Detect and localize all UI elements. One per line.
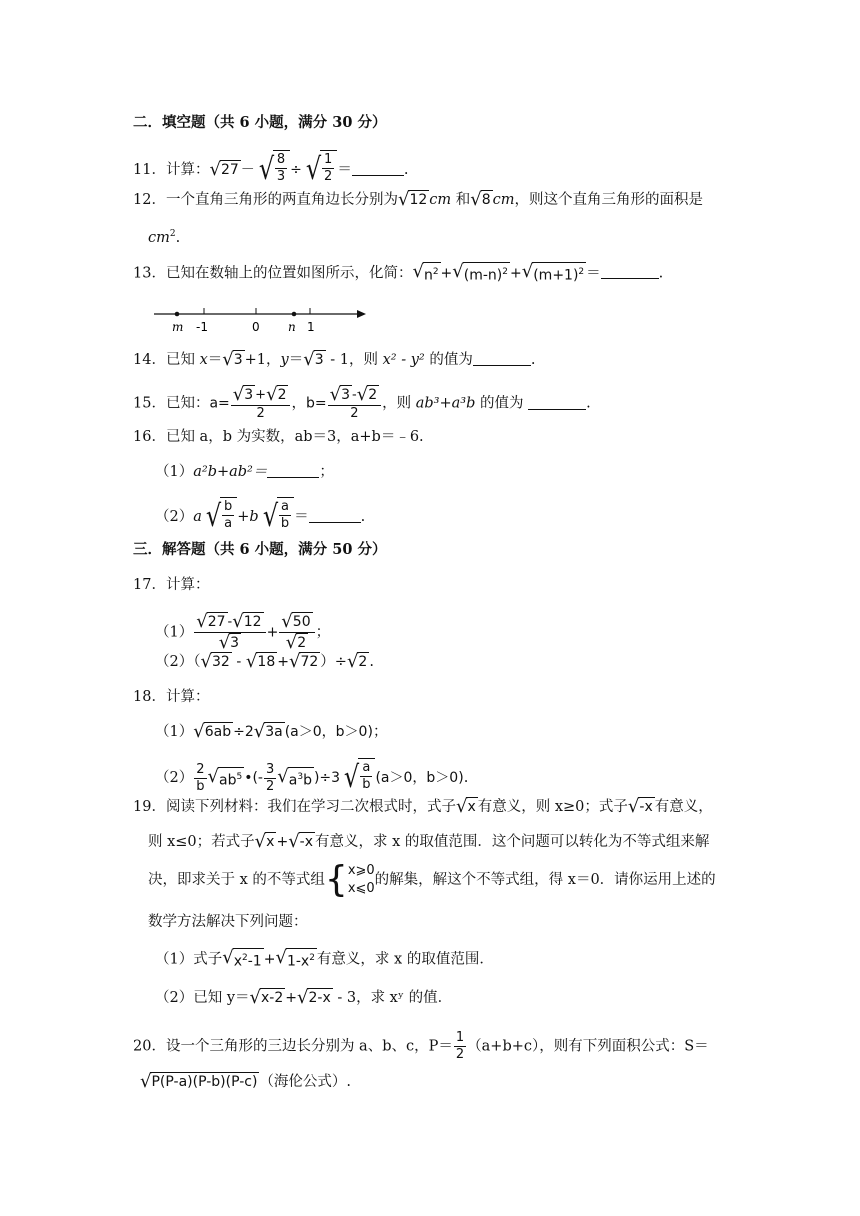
q19-p2-radical-2: √ 2-x: [297, 987, 331, 1008]
q16-p2-radical-1: √ $\frac{b}{a}$: [202, 497, 237, 537]
q13-radical-2: √ $(m-n)^2$: [452, 261, 508, 284]
q16-p2-radical-2: √ $\frac{a}{b}$: [259, 497, 294, 537]
q17-number: 17．: [133, 577, 166, 593]
question-20-line-2: [140, 1072, 351, 1092]
q17-text: 计算：: [165, 577, 210, 593]
q12-text2: ，则这个直角三角形的面积是: [514, 192, 704, 208]
q13-eq: ＝: [586, 265, 601, 282]
number-line-arrow: [357, 310, 366, 318]
q16-p1-expr: a²b+ab²＝: [193, 464, 268, 480]
q19-p1-radical-2: √ $1-x^2$: [275, 947, 315, 970]
q19-l1-radical-2: √ -x: [627, 796, 653, 817]
q13-end: .: [658, 265, 664, 282]
q12-line2-unit: cm: [148, 229, 170, 246]
q20-text3: （海伦公式）.: [259, 1074, 352, 1090]
q14-text2: 的值为: [424, 352, 473, 368]
q11-op1: －: [240, 162, 255, 178]
q12-line2-sup: 2: [169, 229, 176, 239]
q13-plus2: +: [510, 265, 522, 282]
q17-p1-end: ；: [315, 624, 331, 641]
q11-op2: ÷: [290, 162, 302, 178]
q16-p2-a: a: [193, 509, 202, 525]
q17-p2-open: （: [193, 654, 201, 670]
point-n: [292, 312, 297, 317]
question-12: [133, 190, 703, 210]
q14-expr: x² - y²: [382, 352, 425, 368]
question-14: [133, 350, 535, 370]
question-19-line-1: [133, 797, 713, 817]
question-19-part-1: [155, 948, 494, 971]
q15-answer-blank: [528, 395, 586, 410]
question-13: [133, 262, 663, 285]
q16-p2-plus: +b: [237, 509, 259, 525]
q19-l2a: 则 x≤0；若式子: [148, 834, 255, 850]
q15-expr: ab³+a³b: [415, 395, 476, 412]
q18-number: 18．: [133, 689, 166, 705]
q20-fraction: $\frac{1}{2}$: [455, 1030, 465, 1062]
question-19-line-2: [148, 832, 709, 852]
q17-p1-label: （1）: [155, 624, 194, 641]
q19-l2-radical-2: √ -x: [288, 831, 314, 852]
q18-p2-condition: (a＞0，b＞0): [375, 770, 464, 786]
q14-text1: 已知: [165, 352, 200, 368]
question-18-part-1: [155, 722, 387, 742]
q15-end: .: [586, 395, 591, 412]
q12-line2-end: .: [175, 229, 181, 246]
q16-p1-end: ；: [319, 464, 334, 480]
q15-b-fraction: √ 3 - √ 2 2: [328, 385, 382, 422]
label-n: n: [288, 320, 296, 334]
q15-b: b=: [305, 395, 327, 412]
q18-p2-radical-3: √ $\frac{a}{b}$: [340, 758, 375, 798]
question-17: [133, 575, 209, 595]
q17-p2-radical-1: √ 32: [200, 651, 230, 672]
q11-number: 11．: [133, 162, 166, 178]
question-18-part-2: [155, 758, 468, 798]
q13-number: 13．: [133, 265, 166, 282]
q17-p2-op2: +: [277, 654, 289, 670]
q19-inequality-system: x⩾0 x⩽0: [347, 863, 375, 896]
q17-p2-radical-4: √ 2: [346, 651, 368, 672]
q17-p2-radical-3: √ 72: [288, 651, 319, 672]
q19-number: 19．: [133, 799, 166, 815]
section-3-title: 三．解答题（共 6 小题，满分 50 分）: [133, 541, 387, 558]
q17-p1-fraction-2: √ 50 √ 2: [279, 612, 314, 653]
question-16-part-2: [155, 497, 365, 537]
q17-p2-close: ）÷: [320, 654, 347, 670]
q17-p1-plus: +: [266, 624, 279, 641]
q13-text: 已知在数轴上的位置如图所示，化简：: [165, 265, 413, 282]
q15-text1: 已知：: [165, 395, 210, 412]
q11-radical-3: √ $\frac{1}{2}$: [302, 150, 337, 190]
q11-eq: ＝: [337, 162, 352, 178]
q11-answer-blank: [352, 161, 404, 176]
question-20: [133, 1030, 709, 1063]
q12-unit2: cm: [492, 192, 515, 208]
q16-p2-eq: ＝: [294, 509, 309, 525]
q11-end: .: [403, 162, 409, 178]
q18-p1-radical-2: √ 3a: [253, 721, 283, 742]
question-17-part-2: [155, 652, 374, 672]
q18-p2-dot: •(-: [244, 770, 263, 786]
question-17-part-1: [155, 612, 330, 653]
q20-heron-radical: √ P(P-a)(P-b)(P-c): [140, 1071, 258, 1092]
q12-and: 和: [451, 192, 471, 208]
q18-p2-fraction-2: $\frac{3}{2}$: [265, 761, 275, 794]
number-line-figure: [150, 304, 380, 336]
q19-p1-radical-1: √ $x^2-1$: [222, 947, 262, 970]
q17-p1-fraction-1: √ 27 - √ 12 √ 3: [194, 612, 265, 653]
q16-number: 16．: [133, 429, 166, 445]
q16-p2-end: .: [360, 509, 366, 525]
q14-eq1: ＝: [207, 352, 223, 368]
q19-p2-text: - 3，求 xʸ 的值．: [332, 990, 453, 1006]
q16-p1-answer-blank: [267, 463, 319, 478]
q15-a: a=: [209, 395, 230, 412]
q20-text2: （a+b+c），则有下列面积公式：S＝: [467, 1038, 709, 1055]
q19-p1-label: （1）式子: [155, 951, 223, 968]
q13-plus1: +: [440, 265, 453, 282]
q12-radical-1: √ 12: [397, 189, 428, 210]
q17-p2-end: .: [369, 654, 374, 670]
q16-p2-answer-blank: [309, 508, 361, 523]
q17-p2-radical-2: √ 18: [245, 651, 276, 672]
q13-radical-1: √ $n^2$: [412, 261, 439, 284]
q19-l3b: 的解集，解这个不等式组，得 x＝0．请你运用上述的: [374, 872, 716, 888]
q12-unit1: cm: [429, 192, 452, 208]
q15-comma: ，: [291, 395, 306, 412]
q19-l1a: 阅读下列材料：我们在学习二次根式时，式子: [165, 799, 456, 815]
q13-answer-blank: [601, 264, 659, 279]
question-16-part-1: [155, 462, 334, 482]
question-19-line-3: [148, 860, 716, 900]
q15-a-fraction: √ 3 + √ 2 2: [231, 385, 291, 422]
q18-p2-radical-1: √ $ab^5$: [207, 765, 243, 789]
question-15: [133, 385, 591, 422]
q19-system-brace: {: [324, 859, 348, 900]
q14-answer-blank: [473, 351, 531, 366]
q19-p2-plus: +: [285, 990, 297, 1006]
q19-p2-radical-1: √ x-2: [249, 987, 284, 1008]
q15-number: 15．: [133, 395, 166, 412]
q19-l2-radical-1: √ x: [254, 831, 275, 852]
q18-p1-label: （1）: [155, 724, 194, 740]
q18-p2-radical-2: √ $a^3b$: [277, 765, 312, 789]
label-1: 1: [307, 320, 315, 334]
q18-text: 计算：: [165, 689, 210, 705]
q15-text2: ，则: [382, 395, 416, 412]
q14-p1: +1，: [244, 352, 281, 368]
q19-p1-plus: +: [263, 951, 276, 968]
q19-l2-plus: +: [276, 834, 289, 850]
q19-l3a: 决，即求关于 x 的不等式组: [148, 872, 325, 888]
q20-number: 20．: [133, 1038, 166, 1055]
q13-radical-3: √ $(m+1)^2$: [521, 261, 585, 284]
section-2-title: 二．填空题（共 6 小题，满分 30 分）: [133, 114, 387, 131]
q20-text1: 设一个三角形的三边长分别为 a、b、c，P＝: [165, 1038, 453, 1055]
label-0: 0: [252, 320, 260, 334]
q18-p1-radical-1: √ 6ab: [193, 721, 232, 742]
q19-l1-radical-1: √ x: [455, 796, 476, 817]
question-18: [133, 687, 209, 707]
label-m: m: [172, 320, 184, 334]
q17-p2-op1: -: [231, 654, 246, 670]
q14-eq2: ＝: [288, 352, 304, 368]
question-19-part-2: [155, 988, 452, 1008]
q18-p1-condition: (a＞0，b＞0): [284, 724, 373, 740]
q14-p2: - 1，则: [325, 352, 383, 368]
q14-y: y: [280, 352, 289, 368]
q19-p2-label: （2）已知 y＝: [155, 990, 250, 1006]
q18-p2-end: .: [463, 770, 469, 786]
q19-p1-text: 有意义，求 x 的取值范围．: [316, 951, 494, 968]
q16-p1-label: （1）: [155, 464, 194, 480]
q17-p2-label: （2）: [155, 654, 194, 670]
q12-text1: 一个直角三角形的两直角边长分别为: [165, 192, 398, 208]
q11-label: 计算：: [165, 162, 210, 178]
q12-number: 12．: [133, 192, 166, 208]
q19-l1b: 有意义，则 x≥0；式子: [477, 799, 628, 815]
q14-x: x: [199, 352, 208, 368]
label-minus-1: -1: [196, 320, 208, 334]
q14-radical-2: √ 3: [303, 349, 324, 370]
q18-p2-label: （2）: [155, 770, 194, 786]
q11-radical-2: √ $\frac{8}{3}$: [255, 150, 290, 190]
question-16: [133, 427, 424, 447]
q11-radical-1: √ 27: [209, 159, 239, 180]
question-12-line2: [148, 224, 180, 248]
question-19-line-4: 数学方法解决下列问题：: [148, 914, 308, 930]
q14-radical-1: √ 3: [222, 349, 243, 370]
q18-p2-fraction-1: $\frac{2}{b}$: [196, 761, 205, 794]
q14-end: .: [530, 352, 536, 368]
q14-number: 14．: [133, 352, 166, 368]
q18-p1-op: ÷2: [233, 724, 254, 740]
q16-text: 已知 a，b 为实数，ab＝3，a+b＝﹣6.: [165, 429, 424, 445]
question-11: [133, 150, 408, 190]
q15-text3: 的值为: [475, 395, 529, 412]
q18-p1-end: ；: [372, 724, 388, 740]
q12-radical-2: √ 8: [470, 189, 491, 210]
point-m: [175, 312, 180, 317]
q18-p2-mid: )÷3: [313, 770, 341, 786]
q19-l1c: 有意义，: [654, 799, 713, 815]
q19-l2b: 有意义，求 x 的取值范围．这个问题可以转化为不等式组来解: [315, 834, 710, 850]
q16-p2-label: （2）: [155, 509, 194, 525]
